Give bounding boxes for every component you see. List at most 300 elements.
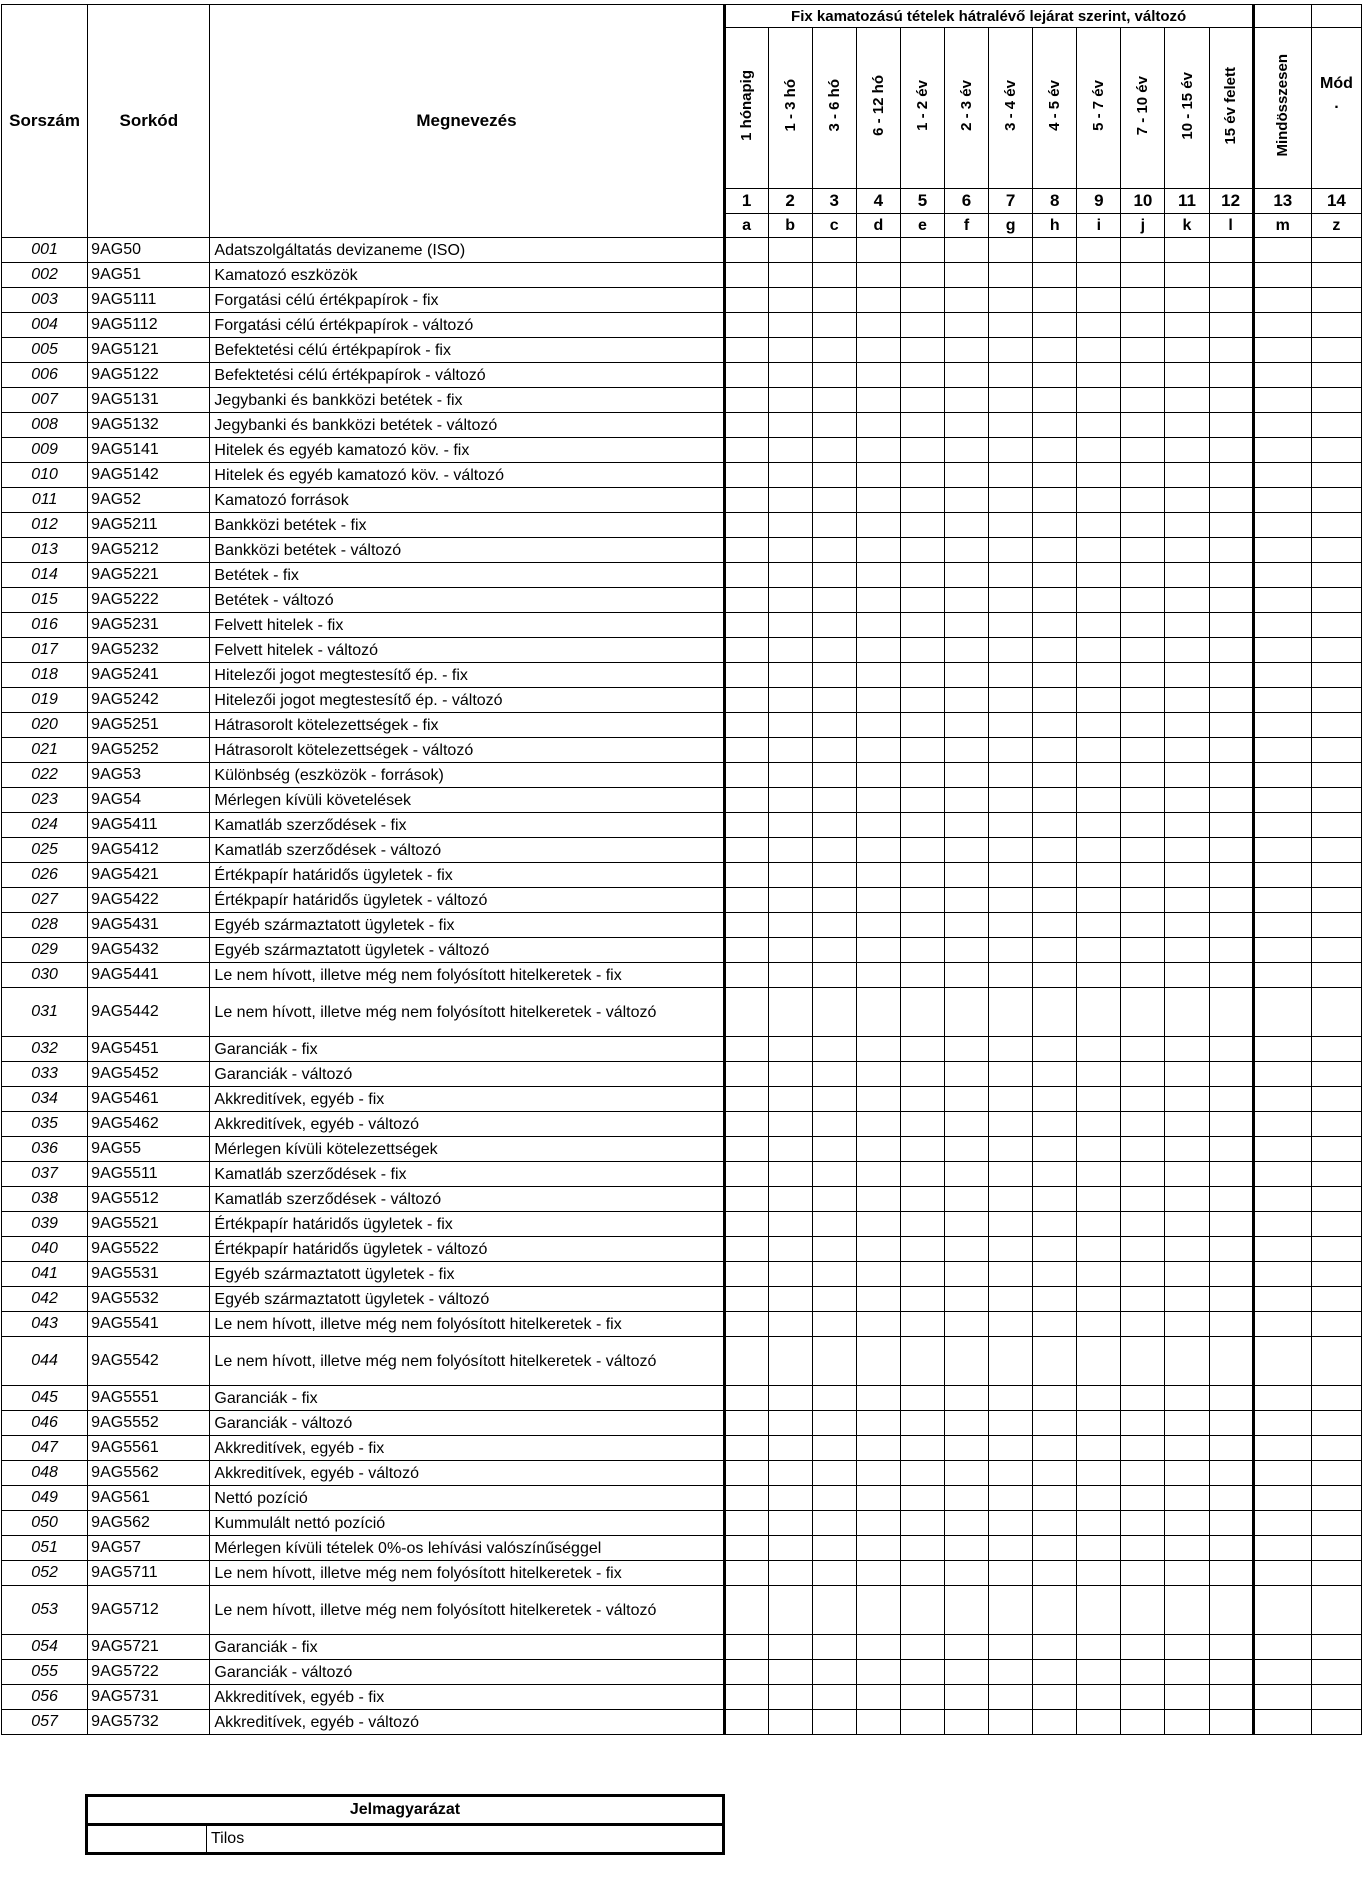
data-cell[interactable]	[944, 788, 988, 813]
data-cell[interactable]	[768, 663, 812, 688]
data-cell[interactable]	[1311, 1062, 1361, 1087]
data-cell[interactable]	[900, 1237, 944, 1262]
data-cell[interactable]	[856, 388, 900, 413]
data-cell[interactable]	[944, 1187, 988, 1212]
data-cell[interactable]	[856, 1162, 900, 1187]
data-cell[interactable]	[1121, 1062, 1165, 1087]
data-cell[interactable]	[1033, 1062, 1077, 1087]
data-cell[interactable]	[900, 288, 944, 313]
data-cell[interactable]	[1121, 913, 1165, 938]
data-cell[interactable]	[989, 1112, 1033, 1137]
data-cell[interactable]	[1077, 1212, 1121, 1237]
data-cell[interactable]	[724, 888, 768, 913]
data-cell[interactable]	[812, 613, 856, 638]
data-cell[interactable]	[944, 1087, 988, 1112]
data-cell[interactable]	[1311, 363, 1361, 388]
data-cell[interactable]	[724, 1586, 768, 1635]
data-cell[interactable]	[1077, 1087, 1121, 1112]
data-cell[interactable]	[1165, 1586, 1209, 1635]
data-cell[interactable]	[1033, 388, 1077, 413]
data-cell[interactable]	[768, 1685, 812, 1710]
data-cell[interactable]	[989, 563, 1033, 588]
data-cell[interactable]	[1311, 538, 1361, 563]
data-cell[interactable]	[1165, 663, 1209, 688]
data-cell[interactable]	[856, 1237, 900, 1262]
data-cell[interactable]	[724, 1087, 768, 1112]
data-cell[interactable]	[724, 913, 768, 938]
data-cell[interactable]	[944, 1112, 988, 1137]
data-cell[interactable]	[944, 1287, 988, 1312]
data-cell[interactable]	[1209, 1511, 1253, 1536]
data-cell[interactable]	[1165, 338, 1209, 363]
data-cell[interactable]	[768, 913, 812, 938]
data-cell[interactable]	[1033, 1635, 1077, 1660]
data-cell[interactable]	[900, 1087, 944, 1112]
data-cell[interactable]	[1311, 663, 1361, 688]
data-cell[interactable]	[1209, 1486, 1253, 1511]
data-cell[interactable]	[1077, 338, 1121, 363]
data-cell[interactable]	[856, 1461, 900, 1486]
data-cell[interactable]	[856, 1635, 900, 1660]
data-cell[interactable]	[812, 1635, 856, 1660]
data-cell[interactable]	[768, 1660, 812, 1685]
data-cell[interactable]	[944, 1162, 988, 1187]
data-cell[interactable]	[1311, 813, 1361, 838]
data-cell[interactable]	[989, 438, 1033, 463]
data-cell[interactable]	[1077, 1137, 1121, 1162]
data-cell[interactable]	[1077, 1710, 1121, 1735]
data-cell[interactable]	[900, 788, 944, 813]
data-cell[interactable]	[1165, 1660, 1209, 1685]
data-cell[interactable]	[944, 363, 988, 388]
data-cell[interactable]	[856, 1337, 900, 1386]
data-cell[interactable]	[944, 1536, 988, 1561]
data-cell[interactable]	[1121, 1037, 1165, 1062]
data-cell[interactable]	[768, 263, 812, 288]
data-cell[interactable]	[944, 1337, 988, 1386]
data-cell[interactable]	[944, 388, 988, 413]
data-cell[interactable]	[724, 563, 768, 588]
data-cell[interactable]	[944, 863, 988, 888]
data-cell[interactable]	[856, 888, 900, 913]
data-cell[interactable]	[856, 738, 900, 763]
data-cell[interactable]	[1077, 1586, 1121, 1635]
data-cell[interactable]	[1121, 413, 1165, 438]
data-cell[interactable]	[768, 863, 812, 888]
data-cell[interactable]	[724, 688, 768, 713]
data-cell[interactable]	[812, 1187, 856, 1212]
data-cell[interactable]	[856, 1386, 900, 1411]
data-cell[interactable]	[989, 838, 1033, 863]
data-cell[interactable]	[900, 813, 944, 838]
data-cell[interactable]	[1165, 538, 1209, 563]
data-cell[interactable]	[900, 1461, 944, 1486]
data-cell[interactable]	[900, 1710, 944, 1735]
data-cell[interactable]	[1311, 488, 1361, 513]
data-cell[interactable]	[812, 488, 856, 513]
data-cell[interactable]	[1077, 563, 1121, 588]
data-cell[interactable]	[900, 1436, 944, 1461]
data-cell[interactable]	[1121, 1337, 1165, 1386]
data-cell[interactable]	[1311, 938, 1361, 963]
data-cell[interactable]	[768, 638, 812, 663]
data-cell[interactable]	[1253, 688, 1311, 713]
data-cell[interactable]	[856, 1112, 900, 1137]
data-cell[interactable]	[768, 1187, 812, 1212]
data-cell[interactable]	[1253, 1162, 1311, 1187]
data-cell[interactable]	[989, 763, 1033, 788]
data-cell[interactable]	[989, 1536, 1033, 1561]
data-cell[interactable]	[812, 1237, 856, 1262]
data-cell[interactable]	[1033, 613, 1077, 638]
data-cell[interactable]	[724, 1137, 768, 1162]
data-cell[interactable]	[1253, 463, 1311, 488]
data-cell[interactable]	[1121, 813, 1165, 838]
data-cell[interactable]	[989, 1262, 1033, 1287]
data-cell[interactable]	[1033, 1710, 1077, 1735]
data-cell[interactable]	[1077, 1262, 1121, 1287]
data-cell[interactable]	[1209, 1062, 1253, 1087]
data-cell[interactable]	[1121, 288, 1165, 313]
data-cell[interactable]	[900, 1685, 944, 1710]
data-cell[interactable]	[900, 1187, 944, 1212]
data-cell[interactable]	[1209, 1162, 1253, 1187]
data-cell[interactable]	[1253, 363, 1311, 388]
data-cell[interactable]	[856, 913, 900, 938]
data-cell[interactable]	[1311, 413, 1361, 438]
data-cell[interactable]	[1165, 1062, 1209, 1087]
data-cell[interactable]	[1311, 1212, 1361, 1237]
data-cell[interactable]	[900, 588, 944, 613]
data-cell[interactable]	[1165, 463, 1209, 488]
data-cell[interactable]	[1165, 1312, 1209, 1337]
data-cell[interactable]	[1165, 1635, 1209, 1660]
data-cell[interactable]	[856, 513, 900, 538]
data-cell[interactable]	[1077, 713, 1121, 738]
data-cell[interactable]	[1121, 238, 1165, 263]
data-cell[interactable]	[900, 988, 944, 1037]
data-cell[interactable]	[768, 713, 812, 738]
data-cell[interactable]	[1077, 938, 1121, 963]
data-cell[interactable]	[989, 1087, 1033, 1112]
data-cell[interactable]	[812, 1660, 856, 1685]
data-cell[interactable]	[1209, 888, 1253, 913]
data-cell[interactable]	[1033, 1561, 1077, 1586]
data-cell[interactable]	[900, 563, 944, 588]
data-cell[interactable]	[1209, 588, 1253, 613]
data-cell[interactable]	[989, 1287, 1033, 1312]
data-cell[interactable]	[812, 513, 856, 538]
data-cell[interactable]	[1121, 638, 1165, 663]
data-cell[interactable]	[944, 413, 988, 438]
data-cell[interactable]	[1253, 663, 1311, 688]
data-cell[interactable]	[900, 438, 944, 463]
data-cell[interactable]	[989, 538, 1033, 563]
data-cell[interactable]	[812, 1685, 856, 1710]
data-cell[interactable]	[1253, 1137, 1311, 1162]
data-cell[interactable]	[900, 613, 944, 638]
data-cell[interactable]	[1121, 1386, 1165, 1411]
data-cell[interactable]	[1253, 763, 1311, 788]
data-cell[interactable]	[1209, 1312, 1253, 1337]
data-cell[interactable]	[812, 688, 856, 713]
data-cell[interactable]	[1033, 913, 1077, 938]
data-cell[interactable]	[724, 838, 768, 863]
data-cell[interactable]	[812, 363, 856, 388]
data-cell[interactable]	[1165, 938, 1209, 963]
data-cell[interactable]	[1209, 263, 1253, 288]
data-cell[interactable]	[1077, 863, 1121, 888]
data-cell[interactable]	[1121, 438, 1165, 463]
data-cell[interactable]	[856, 1411, 900, 1436]
data-cell[interactable]	[1311, 1237, 1361, 1262]
data-cell[interactable]	[1209, 1112, 1253, 1137]
data-cell[interactable]	[1209, 313, 1253, 338]
data-cell[interactable]	[812, 1037, 856, 1062]
data-cell[interactable]	[1311, 1710, 1361, 1735]
data-cell[interactable]	[944, 1436, 988, 1461]
data-cell[interactable]	[1209, 363, 1253, 388]
data-cell[interactable]	[989, 1037, 1033, 1062]
data-cell[interactable]	[768, 838, 812, 863]
data-cell[interactable]	[856, 688, 900, 713]
data-cell[interactable]	[1165, 638, 1209, 663]
data-cell[interactable]	[724, 413, 768, 438]
data-cell[interactable]	[900, 863, 944, 888]
data-cell[interactable]	[1253, 738, 1311, 763]
data-cell[interactable]	[989, 1461, 1033, 1486]
data-cell[interactable]	[900, 263, 944, 288]
data-cell[interactable]	[944, 713, 988, 738]
data-cell[interactable]	[1311, 1386, 1361, 1411]
data-cell[interactable]	[1165, 1187, 1209, 1212]
data-cell[interactable]	[1209, 1710, 1253, 1735]
data-cell[interactable]	[1077, 763, 1121, 788]
data-cell[interactable]	[724, 1262, 768, 1287]
data-cell[interactable]	[768, 1386, 812, 1411]
data-cell[interactable]	[812, 463, 856, 488]
data-cell[interactable]	[944, 1561, 988, 1586]
data-cell[interactable]	[1311, 1337, 1361, 1386]
data-cell[interactable]	[944, 513, 988, 538]
data-cell[interactable]	[1077, 588, 1121, 613]
data-cell[interactable]	[1165, 1685, 1209, 1710]
data-cell[interactable]	[944, 588, 988, 613]
data-cell[interactable]	[1033, 1486, 1077, 1511]
data-cell[interactable]	[1253, 1112, 1311, 1137]
data-cell[interactable]	[1209, 488, 1253, 513]
data-cell[interactable]	[812, 938, 856, 963]
data-cell[interactable]	[944, 1262, 988, 1287]
data-cell[interactable]	[944, 263, 988, 288]
data-cell[interactable]	[1165, 438, 1209, 463]
data-cell[interactable]	[856, 1287, 900, 1312]
data-cell[interactable]	[900, 388, 944, 413]
data-cell[interactable]	[900, 1112, 944, 1137]
data-cell[interactable]	[1311, 1287, 1361, 1312]
data-cell[interactable]	[1121, 1287, 1165, 1312]
data-cell[interactable]	[1311, 1262, 1361, 1287]
data-cell[interactable]	[1209, 1561, 1253, 1586]
data-cell[interactable]	[856, 713, 900, 738]
data-cell[interactable]	[1253, 263, 1311, 288]
data-cell[interactable]	[1033, 813, 1077, 838]
data-cell[interactable]	[1121, 1237, 1165, 1262]
data-cell[interactable]	[1033, 413, 1077, 438]
data-cell[interactable]	[724, 1710, 768, 1735]
data-cell[interactable]	[1077, 1162, 1121, 1187]
data-cell[interactable]	[1121, 738, 1165, 763]
data-cell[interactable]	[1209, 338, 1253, 363]
data-cell[interactable]	[1165, 1287, 1209, 1312]
data-cell[interactable]	[1253, 1436, 1311, 1461]
data-cell[interactable]	[1033, 238, 1077, 263]
data-cell[interactable]	[1253, 538, 1311, 563]
data-cell[interactable]	[1311, 613, 1361, 638]
data-cell[interactable]	[944, 738, 988, 763]
data-cell[interactable]	[1253, 488, 1311, 513]
data-cell[interactable]	[812, 438, 856, 463]
data-cell[interactable]	[1311, 1561, 1361, 1586]
data-cell[interactable]	[1209, 1660, 1253, 1685]
data-cell[interactable]	[724, 738, 768, 763]
data-cell[interactable]	[856, 1511, 900, 1536]
data-cell[interactable]	[1121, 1635, 1165, 1660]
data-cell[interactable]	[1253, 1312, 1311, 1337]
data-cell[interactable]	[989, 488, 1033, 513]
data-cell[interactable]	[1311, 263, 1361, 288]
data-cell[interactable]	[1121, 1212, 1165, 1237]
data-cell[interactable]	[856, 788, 900, 813]
data-cell[interactable]	[989, 1162, 1033, 1187]
data-cell[interactable]	[900, 913, 944, 938]
data-cell[interactable]	[1311, 288, 1361, 313]
data-cell[interactable]	[856, 1062, 900, 1087]
data-cell[interactable]	[724, 813, 768, 838]
data-cell[interactable]	[856, 1262, 900, 1287]
data-cell[interactable]	[944, 1312, 988, 1337]
data-cell[interactable]	[1253, 1337, 1311, 1386]
data-cell[interactable]	[1165, 388, 1209, 413]
data-cell[interactable]	[1253, 1187, 1311, 1212]
data-cell[interactable]	[1165, 813, 1209, 838]
data-cell[interactable]	[1253, 1461, 1311, 1486]
data-cell[interactable]	[724, 363, 768, 388]
data-cell[interactable]	[812, 1137, 856, 1162]
data-cell[interactable]	[1209, 713, 1253, 738]
data-cell[interactable]	[989, 1411, 1033, 1436]
data-cell[interactable]	[1253, 1287, 1311, 1312]
data-cell[interactable]	[1165, 713, 1209, 738]
data-cell[interactable]	[1311, 1660, 1361, 1685]
data-cell[interactable]	[1121, 1486, 1165, 1511]
data-cell[interactable]	[768, 463, 812, 488]
data-cell[interactable]	[724, 488, 768, 513]
data-cell[interactable]	[944, 288, 988, 313]
data-cell[interactable]	[1209, 688, 1253, 713]
data-cell[interactable]	[1077, 1237, 1121, 1262]
data-cell[interactable]	[856, 988, 900, 1037]
data-cell[interactable]	[768, 688, 812, 713]
data-cell[interactable]	[1033, 988, 1077, 1037]
data-cell[interactable]	[1209, 563, 1253, 588]
data-cell[interactable]	[724, 1237, 768, 1262]
data-cell[interactable]	[768, 363, 812, 388]
data-cell[interactable]	[1165, 488, 1209, 513]
data-cell[interactable]	[1209, 1461, 1253, 1486]
data-cell[interactable]	[1077, 288, 1121, 313]
data-cell[interactable]	[989, 688, 1033, 713]
data-cell[interactable]	[1165, 1710, 1209, 1735]
data-cell[interactable]	[1253, 938, 1311, 963]
data-cell[interactable]	[944, 563, 988, 588]
data-cell[interactable]	[812, 388, 856, 413]
data-cell[interactable]	[944, 538, 988, 563]
data-cell[interactable]	[1077, 1561, 1121, 1586]
data-cell[interactable]	[812, 713, 856, 738]
data-cell[interactable]	[768, 1561, 812, 1586]
data-cell[interactable]	[900, 713, 944, 738]
data-cell[interactable]	[1033, 1112, 1077, 1137]
data-cell[interactable]	[1165, 613, 1209, 638]
data-cell[interactable]	[1253, 988, 1311, 1037]
data-cell[interactable]	[768, 1635, 812, 1660]
data-cell[interactable]	[1077, 1112, 1121, 1137]
data-cell[interactable]	[812, 238, 856, 263]
data-cell[interactable]	[1209, 813, 1253, 838]
data-cell[interactable]	[1311, 1137, 1361, 1162]
data-cell[interactable]	[724, 1037, 768, 1062]
data-cell[interactable]	[900, 313, 944, 338]
data-cell[interactable]	[1033, 263, 1077, 288]
data-cell[interactable]	[812, 1436, 856, 1461]
data-cell[interactable]	[724, 1561, 768, 1586]
data-cell[interactable]	[1077, 413, 1121, 438]
data-cell[interactable]	[1253, 313, 1311, 338]
data-cell[interactable]	[989, 513, 1033, 538]
data-cell[interactable]	[1311, 1436, 1361, 1461]
data-cell[interactable]	[812, 988, 856, 1037]
data-cell[interactable]	[1033, 888, 1077, 913]
data-cell[interactable]	[900, 363, 944, 388]
data-cell[interactable]	[1033, 1262, 1077, 1287]
data-cell[interactable]	[1209, 763, 1253, 788]
data-cell[interactable]	[724, 1212, 768, 1237]
data-cell[interactable]	[768, 588, 812, 613]
data-cell[interactable]	[1209, 1386, 1253, 1411]
data-cell[interactable]	[944, 488, 988, 513]
data-cell[interactable]	[1311, 513, 1361, 538]
data-cell[interactable]	[724, 1162, 768, 1187]
data-cell[interactable]	[1165, 1536, 1209, 1561]
data-cell[interactable]	[1311, 338, 1361, 363]
data-cell[interactable]	[856, 863, 900, 888]
data-cell[interactable]	[944, 1411, 988, 1436]
data-cell[interactable]	[724, 1187, 768, 1212]
data-cell[interactable]	[856, 238, 900, 263]
data-cell[interactable]	[856, 763, 900, 788]
data-cell[interactable]	[1033, 313, 1077, 338]
data-cell[interactable]	[768, 1087, 812, 1112]
data-cell[interactable]	[856, 1037, 900, 1062]
data-cell[interactable]	[989, 238, 1033, 263]
data-cell[interactable]	[900, 1635, 944, 1660]
data-cell[interactable]	[1209, 463, 1253, 488]
data-cell[interactable]	[1033, 713, 1077, 738]
data-cell[interactable]	[1121, 1586, 1165, 1635]
data-cell[interactable]	[989, 1212, 1033, 1237]
data-cell[interactable]	[768, 313, 812, 338]
